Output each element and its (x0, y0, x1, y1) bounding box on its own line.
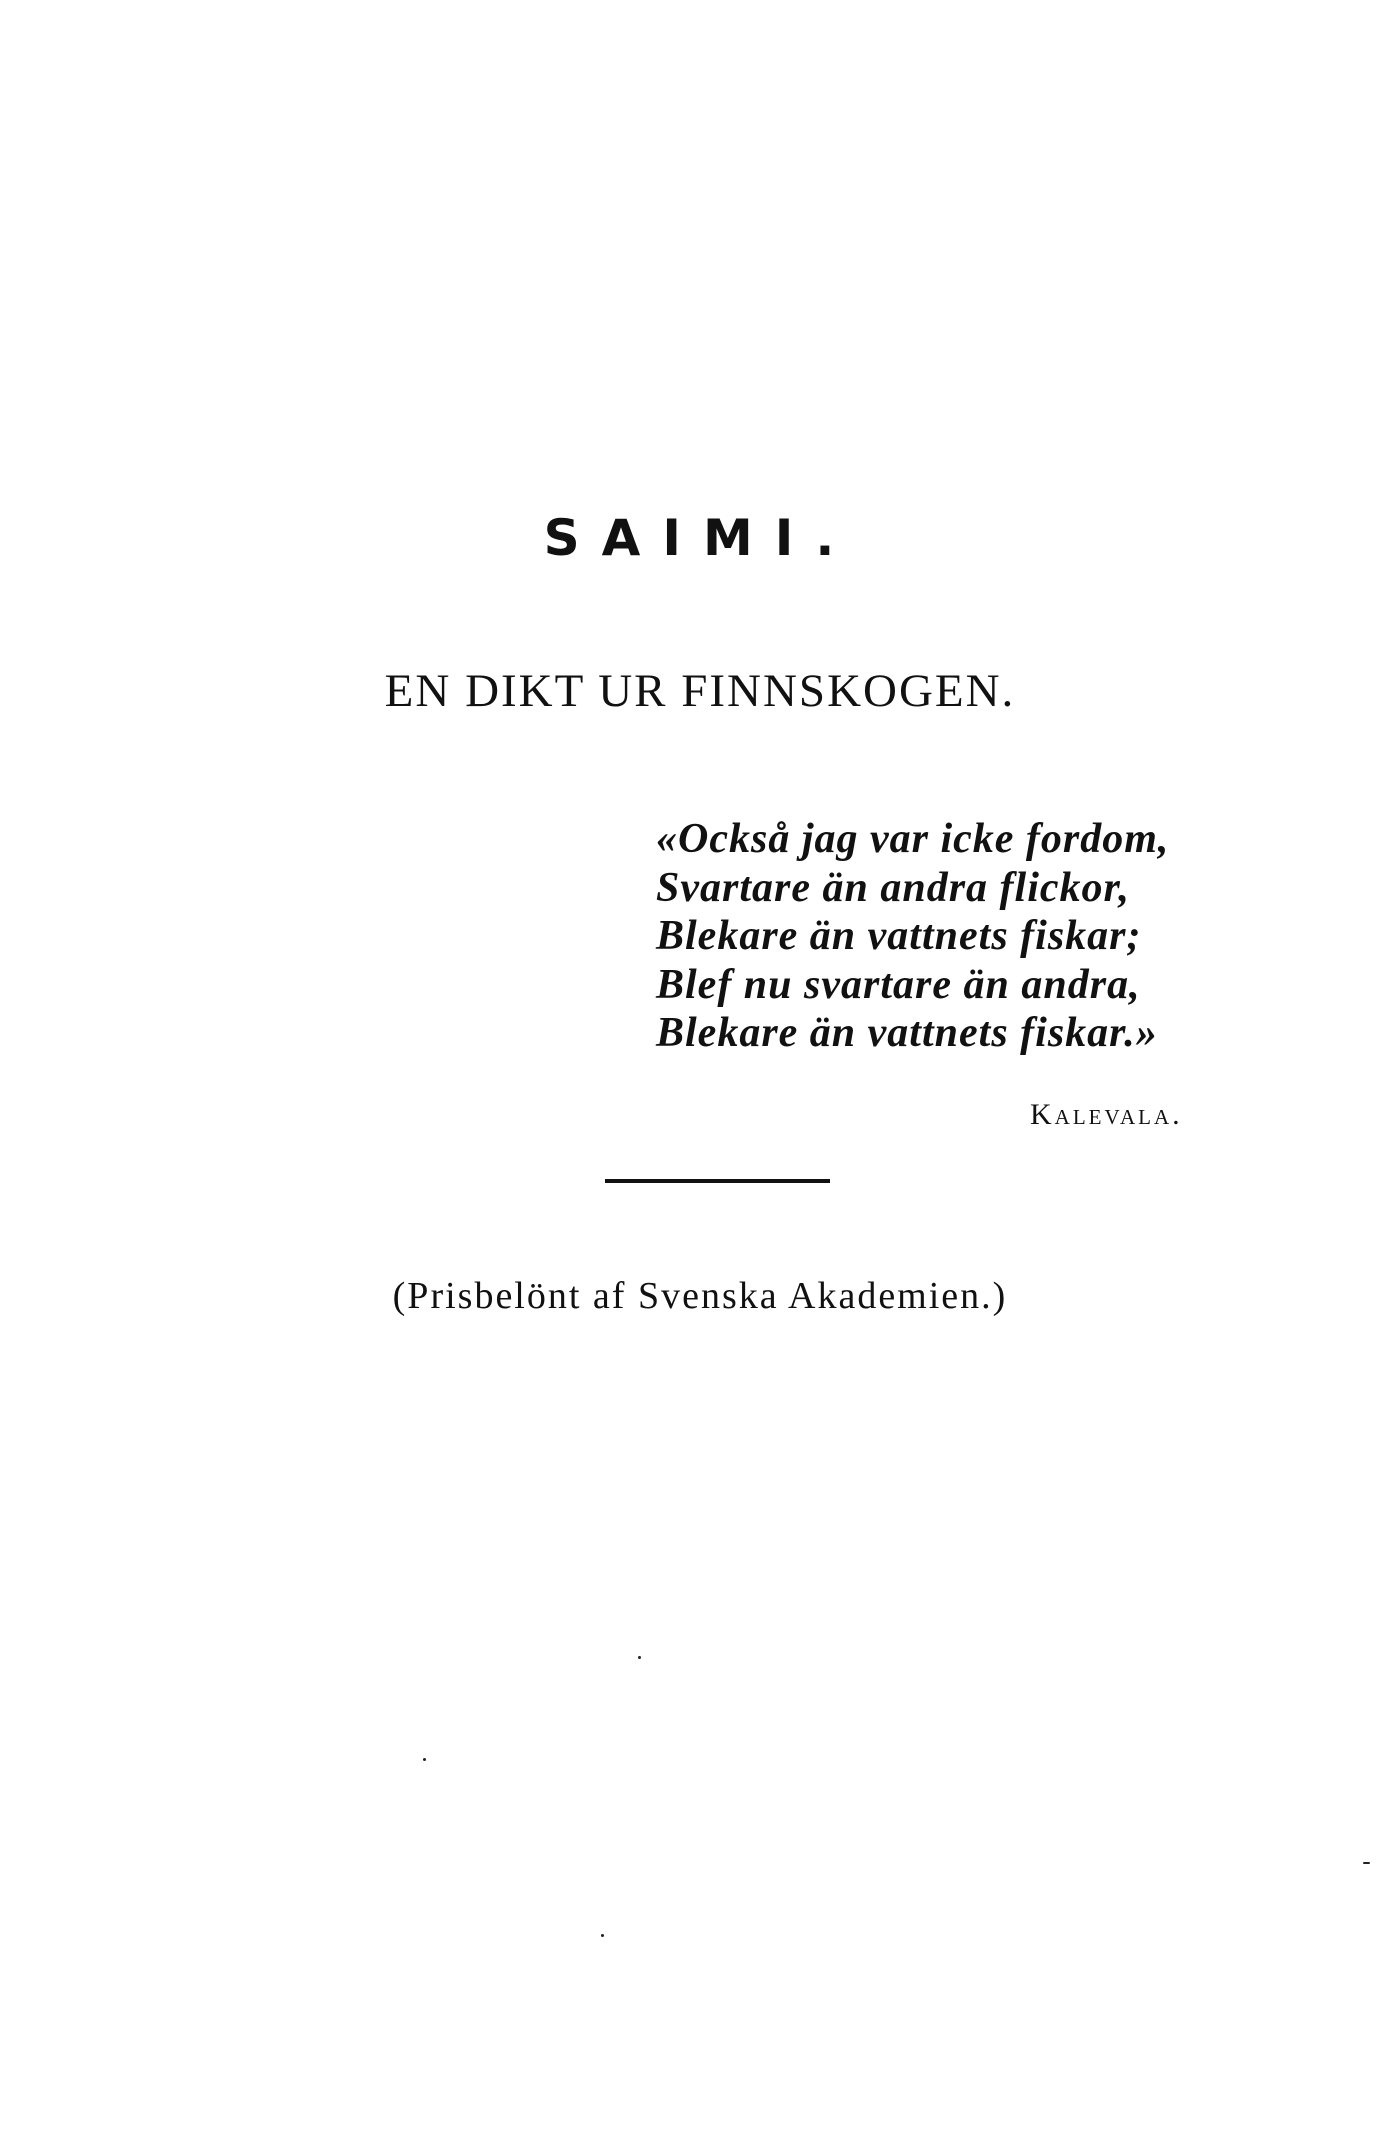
epigraph-line: Blekare än vattnets fiskar; (656, 913, 1142, 959)
print-speck (1363, 1862, 1370, 1864)
epigraph (656, 815, 1169, 1058)
epigraph-line: Blef nu svartare än andra, (656, 961, 1141, 1008)
epigraph-source: Kalevala. (1030, 1098, 1183, 1131)
epigraph-line: Svartare än andra flickor, (656, 864, 1131, 911)
page-title: SAIMI. (543, 509, 857, 567)
print-speck (601, 1934, 604, 1937)
epigraph-line: Blekare än vattnets fiskar.» (656, 1010, 1158, 1056)
print-speck (423, 1758, 426, 1761)
award-note: (Prisbelönt af Svenska Akademien.) (392, 1275, 1008, 1317)
epigraph-line: «Också jag var icke fordom, (656, 816, 1170, 862)
divider-rule (605, 1179, 830, 1183)
page-subtitle: EN DIKT UR FINNSKOGEN. (384, 665, 1016, 717)
print-speck (638, 1656, 641, 1659)
